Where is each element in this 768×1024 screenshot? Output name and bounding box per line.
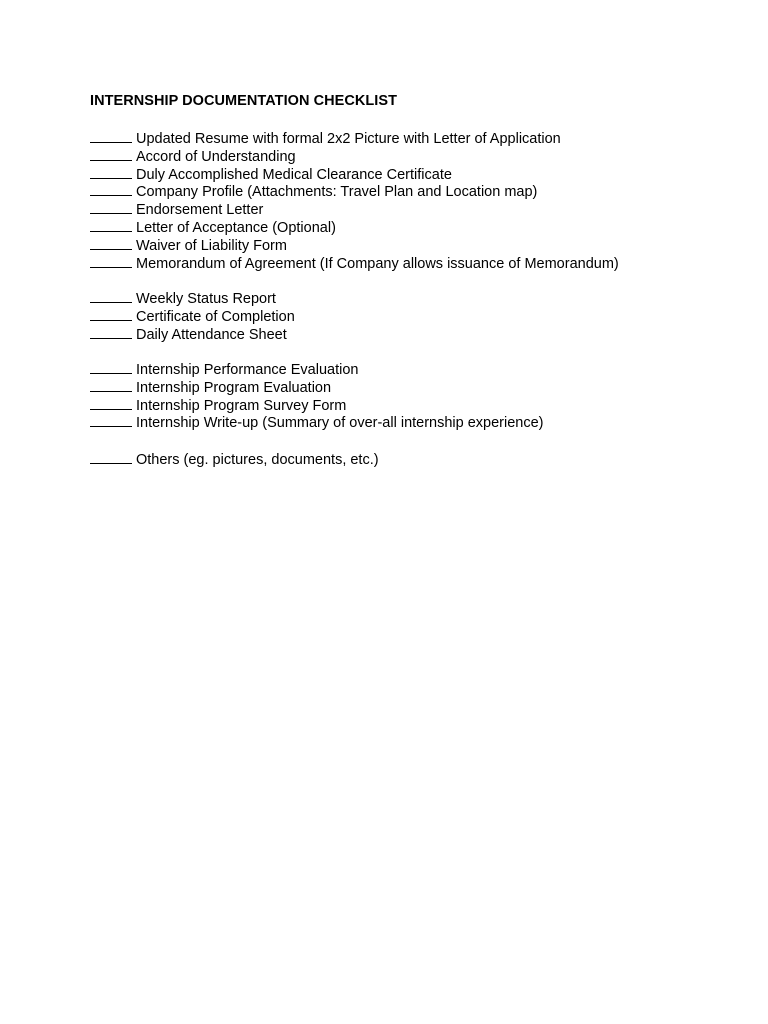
checklist-item-label: Memorandum of Agreement (If Company allows issuance of Memorandum) [136,255,619,272]
checkbox-blank-line[interactable] [90,377,132,392]
checklist-section-evaluations [90,359,544,430]
checklist-item [90,412,544,430]
checkbox-blank-line[interactable] [90,449,132,464]
checklist-item-label: Waiver of Liability Form [136,237,287,254]
checklist-item-label: Accord of Understanding [136,148,296,165]
checklist-item [90,359,544,377]
checklist-item-label: Updated Resume with formal 2x2 Picture with Letter of Application [136,131,561,147]
checklist-item [90,164,619,182]
checklist-item [90,306,295,324]
checklist-item [90,377,544,395]
checklist-section-reports [90,288,295,341]
checkbox-blank-line[interactable] [90,181,132,196]
checklist-item [90,199,619,217]
checklist-item [90,288,295,306]
checkbox-blank-line[interactable] [90,359,132,374]
checkbox-blank-line[interactable] [90,164,132,179]
checklist-item [90,395,544,413]
checklist-item-label: Internship Program Survey Form [136,397,347,414]
checklist-item-label: Company Profile (Attachments: Travel Plan and Location map) [136,184,538,201]
checklist-item-label: Daily Attendance Sheet [136,326,287,343]
checklist-item [90,253,619,271]
checkbox-blank-line[interactable] [90,395,132,410]
checkbox-blank-line[interactable] [90,217,132,232]
checkbox-blank-line[interactable] [90,412,132,427]
checklist-item-label: Internship Performance Evaluation [136,362,359,378]
checkbox-blank-line[interactable] [90,288,132,303]
checklist-section-others [90,449,379,467]
checklist-item-label: Weekly Status Report [136,291,276,307]
checklist-item-label: Internship Program Evaluation [136,379,332,396]
checklist-section-requirements [90,128,619,270]
checklist-item-label: Duly Accomplished Medical Clearance Certificate [136,166,452,183]
checklist-item-label: Others (eg. pictures, documents, etc.) [136,452,379,468]
checklist-item [90,217,619,235]
checklist-item [90,128,619,146]
checkbox-blank-line[interactable] [90,146,132,161]
checklist-item [90,235,619,253]
checklist-item-label: Internship Write-up (Summary of over-all internship experience) [136,415,544,432]
checkbox-blank-line[interactable] [90,324,132,339]
page-title: INTERNSHIP DOCUMENTATION CHECKLIST [90,93,398,109]
checklist-item [90,181,619,199]
checklist-item [90,324,295,342]
checklist-item [90,146,619,164]
checklist-item-label: Endorsement Letter [136,202,264,219]
checkbox-blank-line[interactable] [90,253,132,268]
checkbox-blank-line[interactable] [90,199,132,214]
checkbox-blank-line[interactable] [90,235,132,250]
checklist-item [90,449,379,467]
checkbox-blank-line[interactable] [90,306,132,321]
checklist-item-label: Letter of Acceptance (Optional) [136,219,336,236]
checkbox-blank-line[interactable] [90,128,132,143]
checklist-item-label: Certificate of Completion [136,308,295,325]
